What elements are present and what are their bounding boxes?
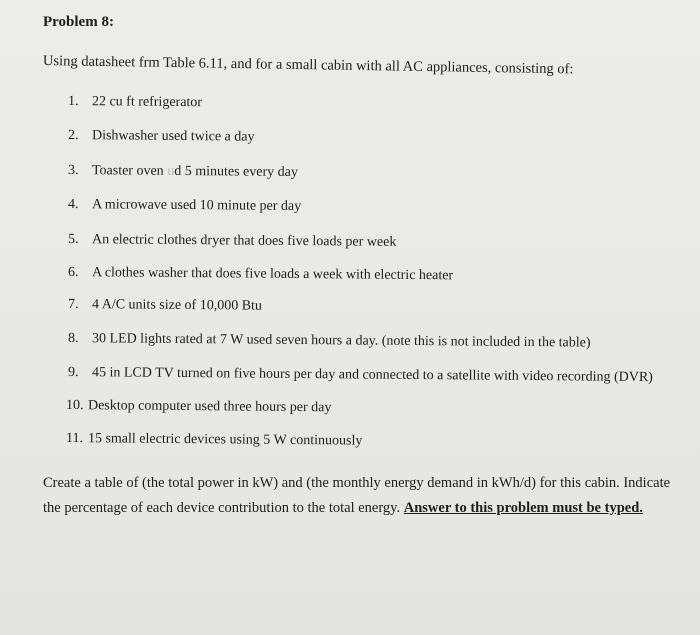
list-item: [68, 231, 397, 252]
item-text: An electric clothes dryer that does five loads per week: [91, 232, 397, 250]
item-number: 10.: [65, 398, 84, 414]
item-text: Toaster oven: [91, 163, 164, 179]
list-item: [66, 430, 363, 451]
smudged-text: u: [163, 163, 175, 179]
problem-title: Problem 8:: [43, 14, 114, 30]
list-item: [68, 296, 262, 316]
list-item: [68, 196, 301, 216]
item-number: 3.: [67, 163, 79, 179]
item-text: 45 in LCD TV turned on five hours per day and connected to a satellite with video recording (DVR): [91, 365, 653, 386]
instructions-line-2: [43, 499, 643, 517]
item-number: 1.: [67, 94, 79, 110]
item-number: 8.: [67, 331, 79, 347]
item-number: 7.: [67, 297, 79, 313]
item-text: Dishwasher used twice a day: [91, 128, 255, 145]
list-item: [68, 162, 298, 182]
instructions-line-1: Create a table of (the total power in kW) and (the monthly energy demand in kWh/d) for this cabin. Indicate: [43, 475, 671, 491]
item-text: 4 A/C units size of 10,000 Btu: [91, 297, 263, 314]
item-number: 6.: [67, 265, 79, 281]
item-number: 2.: [67, 128, 79, 144]
list-item: [68, 330, 591, 353]
list-item: [68, 364, 653, 387]
problem-intro: Using datasheet frm Table 6.11, and for a small cabin with all AC appliances, consisting of:: [42, 53, 574, 78]
item-number: 4.: [67, 197, 79, 213]
item-text: Desktop computer used three hours per day: [87, 398, 332, 416]
list-item: [66, 397, 332, 417]
item-text: 22 cu ft refrigerator: [91, 94, 203, 111]
item-text: A clothes washer that does five loads a week with electric heater: [91, 265, 454, 284]
list-item: [68, 264, 453, 285]
item-number: 5.: [67, 232, 79, 248]
list-item: [68, 93, 202, 112]
list-item: [68, 127, 255, 147]
instructions-text: the percentage of each device contribution to the total energy.: [43, 500, 401, 516]
item-text: d 5 minutes every day: [174, 163, 298, 181]
item-text: 15 small electric devices using 5 W continuously: [87, 431, 363, 449]
typed-answer-note: Answer to this problem must be typed.: [403, 500, 643, 516]
item-number: 11.: [65, 431, 84, 447]
item-text: 30 LED lights rated at 7 W used seven hours a day. (note this is not included in the table): [91, 331, 591, 351]
item-text: A microwave used 10 minute per day: [91, 197, 302, 215]
item-number: 9.: [67, 365, 79, 381]
